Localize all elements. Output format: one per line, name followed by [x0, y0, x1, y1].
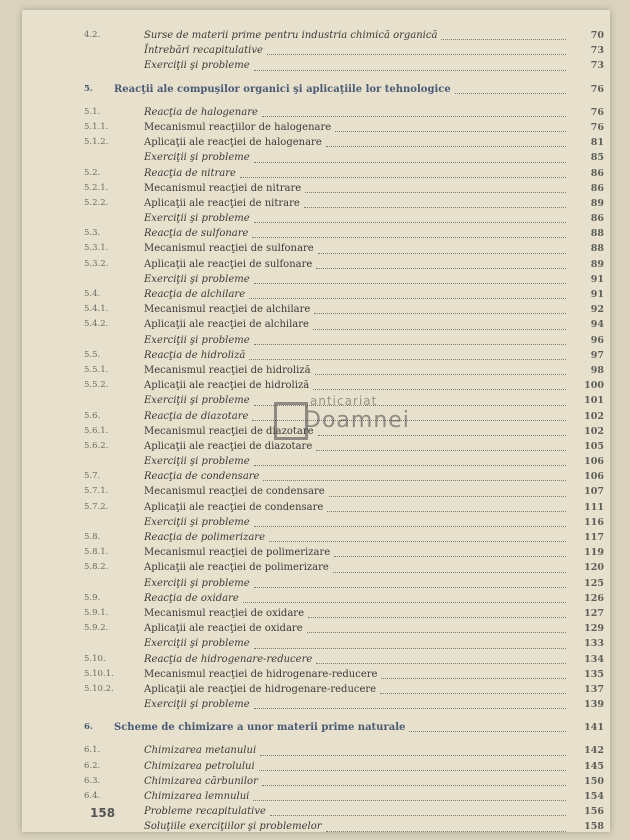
toc-entry-title: Exerciţii şi probleme: [144, 395, 250, 407]
toc-leader-dots: [327, 496, 566, 512]
toc-entry-title: Mecanismul reacţiei de alchilare: [144, 304, 311, 316]
toc-entry: [84, 697, 604, 712]
toc-leader-dots: [254, 511, 566, 527]
toc-leader-dots: [326, 815, 566, 831]
toc-entry-page: 76: [590, 83, 604, 95]
toc-entry-page: 86: [590, 167, 604, 179]
toc-entry-number: 5.3.1.: [84, 243, 109, 254]
toc-entry-number: 5.6.1.: [84, 425, 109, 436]
toc-entry-page: 70: [590, 30, 604, 41]
toc-entry-number: 5.1.1.: [84, 121, 109, 132]
watermark-box-icon: [274, 402, 308, 440]
toc-entry-title: Aplicaţii ale reacţiei de hidrogenare-reducere: [144, 683, 377, 695]
toc-entry: [84, 720, 604, 735]
toc-entry-title: Exerciţii şi probleme: [144, 60, 250, 72]
toc-entry-title: Mecanismul reacţiilor de halogenare: [144, 121, 332, 133]
toc-leader-dots: [260, 739, 566, 755]
toc-entry-page: 76: [590, 106, 604, 118]
toc-entry-title: Reacţia de halogenare: [144, 106, 258, 118]
toc-leader-dots: [313, 313, 566, 329]
toc-entry-number: 5.7.: [84, 471, 101, 482]
toc-entry-title: Chimizarea metanului: [144, 745, 257, 757]
toc-leader-dots: [254, 450, 566, 466]
toc-entry-page: 73: [590, 60, 604, 72]
toc-leader-dots: [249, 344, 566, 360]
toc-entry-page: 156: [584, 806, 604, 818]
toc-leader-dots: [267, 39, 566, 55]
toc-entry-page: 101: [584, 395, 604, 407]
toc-entry-page: 92: [590, 304, 604, 316]
toc-entry-number: 5.10.: [84, 653, 106, 664]
toc-entry-number: 5.9.: [84, 592, 101, 603]
toc-leader-dots: [308, 602, 566, 618]
toc-entry-number: 5.7.2.: [84, 501, 109, 512]
toc-entry: [84, 819, 604, 834]
toc-entry-title: Aplicaţii ale reacţiei de condensare: [144, 501, 324, 513]
toc-entry-page: 73: [590, 45, 604, 57]
toc-entry-title: Aplicaţii ale reacţiei de nitrare: [144, 197, 300, 209]
toc-entry-page: 94: [590, 319, 604, 331]
toc-leader-dots: [313, 374, 566, 390]
toc-leader-dots: [243, 587, 566, 603]
toc-entry-title: Soluţiile exerciţiilor şi problemelor: [144, 821, 322, 833]
toc-entry-title: Mecanismul reacţiei de diazotare: [144, 425, 314, 437]
toc-entry-page: 85: [590, 152, 604, 164]
toc-entry-page: 154: [584, 791, 604, 802]
toc-entry-title: Exerciţii şi probleme: [144, 334, 250, 346]
toc-entry-title: Exerciţii şi probleme: [144, 699, 250, 711]
toc-leader-dots: [269, 526, 566, 542]
toc-entry-title: Mecanismul reacţiei de nitrare: [144, 182, 302, 194]
toc-entry-title: Exerciţii şi probleme: [144, 152, 250, 164]
toc-entry-number: 5.5.: [84, 349, 101, 360]
toc-entry-number: 5.3.2.: [84, 258, 109, 269]
toc-entry-number: 5.8.: [84, 532, 101, 542]
toc-entry-page: 107: [584, 486, 604, 498]
toc-entry-page: 125: [584, 577, 604, 589]
toc-entry-number: 5.1.2.: [84, 137, 109, 148]
toc-entry: [84, 58, 604, 73]
toc-entry-title: Exerciţii şi probleme: [144, 213, 250, 225]
toc-entry-page: 120: [584, 562, 604, 574]
toc-entry-title: Aplicaţii ale reacţiei de oxidare: [144, 623, 303, 635]
toc-entry-page: 86: [590, 182, 604, 194]
toc-entry-title: Reacţia de sulfonare: [144, 228, 249, 240]
toc-leader-dots: [305, 177, 566, 193]
toc-leader-dots: [316, 253, 566, 269]
toc-leader-dots: [329, 480, 566, 496]
toc-entry-page: 127: [584, 607, 604, 619]
toc-entry-page: 88: [590, 243, 604, 255]
toc-entry-page: 96: [590, 334, 604, 346]
toc-leader-dots: [335, 116, 566, 132]
toc-leader-dots: [254, 146, 566, 162]
toc-entry-title: Mecanismul reacţiei de hidroliză: [144, 364, 311, 376]
toc-entry-number: 5.7.1.: [84, 486, 109, 497]
toc-entry-page: 117: [584, 532, 604, 543]
toc-entry-number: 5.4.1.: [84, 304, 109, 315]
document-page: [22, 10, 610, 832]
toc-entry-number: 5.2.1.: [84, 182, 109, 193]
toc-entry-page: 119: [584, 547, 604, 559]
watermark-line1: anticariat: [310, 394, 378, 408]
toc-entry-title: Aplicaţii ale reacţiei de polimerizare: [144, 562, 329, 574]
toc-entry-number: 5.8.2.: [84, 562, 109, 573]
toc-entry-number: 6.4.: [84, 791, 101, 801]
toc-entry-number: 5.5.1.: [84, 364, 109, 375]
toc-entry-number: 5.10.2.: [84, 683, 114, 694]
toc-entry-number: 5.: [84, 83, 93, 94]
toc-leader-dots: [254, 54, 566, 70]
toc-entry-page: 116: [584, 516, 604, 528]
toc-entry-number: 5.8.1.: [84, 547, 109, 558]
page-number: 158: [90, 806, 116, 820]
toc-entry-page: 129: [584, 623, 604, 635]
toc-leader-dots: [270, 800, 566, 816]
toc-entry-title: Mecanismul reacţiei de polimerizare: [144, 547, 331, 559]
toc-entry-title: Aplicaţii ale reacţiei de sulfonare: [144, 258, 313, 270]
toc-entry-title: Aplicaţii ale reacţiei de hidroliză: [144, 380, 310, 392]
toc-entry-page: 145: [584, 760, 604, 772]
toc-entry-title: Scheme de chimizare a unor materii prime naturale: [114, 722, 406, 734]
toc-entry-number: 5.9.2.: [84, 623, 109, 634]
toc-leader-dots: [316, 648, 566, 664]
toc-entry-number: 5.3.: [84, 228, 101, 239]
toc-entry-page: 76: [590, 121, 604, 133]
toc-leader-dots: [441, 24, 566, 40]
toc-entry-title: Reacţia de condensare: [144, 471, 260, 483]
toc-entry-title: Reacţia de nitrare: [144, 167, 236, 179]
toc-entry-title: Exerciţii şi probleme: [144, 456, 250, 468]
toc-entry-page: 100: [584, 380, 604, 392]
toc-leader-dots: [254, 632, 566, 648]
toc-entry-title: Aplicaţii ale reacţiei de diazotare: [144, 440, 313, 452]
toc-entry-page: 89: [590, 258, 604, 270]
toc-leader-dots: [253, 785, 566, 801]
toc-entry-title: Reacţia de oxidare: [144, 592, 239, 604]
toc-entry-number: 5.4.: [84, 289, 101, 299]
toc-entry-title: Reacţia de polimerizare: [144, 532, 265, 543]
toc-entry-page: 126: [584, 592, 604, 604]
toc-entry-title: Chimizarea petrolului: [144, 760, 255, 772]
toc-leader-dots: [262, 770, 566, 786]
toc-entry-page: 111: [584, 501, 604, 513]
toc-leader-dots: [252, 222, 566, 238]
toc-leader-dots: [254, 572, 566, 588]
toc-entry-number: 6.2.: [84, 760, 101, 771]
toc-entry-title: Aplicaţii ale reacţiei de halogenare: [144, 137, 322, 149]
toc-entry-page: 106: [584, 471, 604, 483]
toc-leader-dots: [259, 755, 566, 771]
toc-leader-dots: [254, 207, 566, 223]
toc-leader-dots: [333, 556, 566, 572]
toc-entry-page: 97: [590, 349, 604, 361]
watermark-logo: [274, 394, 414, 438]
toc-entry-page: 158: [584, 821, 604, 833]
toc-entry-page: 134: [584, 653, 604, 665]
toc-entry-title: Exerciţii şi probleme: [144, 273, 250, 285]
toc-entry-page: 139: [584, 699, 604, 711]
toc-entry-page: 141: [584, 722, 604, 734]
toc-leader-dots: [304, 192, 566, 208]
toc-leader-dots: [334, 541, 566, 557]
toc-leader-dots: [240, 162, 566, 178]
toc-entry-page: 105: [584, 440, 604, 452]
toc-leader-dots: [455, 78, 566, 94]
toc-entry-page: 142: [584, 745, 604, 757]
toc-entry: [84, 82, 604, 97]
toc-entry-title: Reacţia de diazotare: [144, 410, 249, 422]
toc-entry-page: 106: [584, 456, 604, 468]
toc-entry-title: Mecanismul reacţiei de condensare: [144, 486, 325, 498]
watermark-line2: Doamnei: [304, 408, 410, 433]
toc-entry-number: 5.2.2.: [84, 197, 109, 208]
toc-entry-number: 6.1.: [84, 745, 101, 756]
toc-leader-dots: [314, 298, 566, 314]
toc-leader-dots: [315, 359, 566, 375]
toc-entry-number: 6.: [84, 722, 93, 733]
toc-entry-page: 133: [584, 638, 604, 650]
toc-entry-title: Mecanismul reacţiei de hidrogenare-reducere: [144, 668, 378, 680]
toc-leader-dots: [409, 716, 566, 732]
toc-entry-page: 91: [590, 273, 604, 285]
toc-entry-page: 98: [590, 364, 604, 376]
toc-entry-page: 102: [584, 410, 604, 422]
toc-entry-page: 102: [584, 425, 604, 437]
toc-leader-dots: [381, 663, 566, 679]
toc-entry-number: 5.2.: [84, 167, 101, 178]
toc-leader-dots: [254, 329, 566, 345]
toc-entry-page: 91: [590, 289, 604, 300]
toc-entry-page: 86: [590, 213, 604, 225]
toc-entry-page: 150: [584, 775, 604, 787]
toc-leader-dots: [263, 465, 566, 481]
toc-entry-title: Chimizarea cărbunilor: [144, 775, 258, 787]
toc-entry-title: Reacţia de hidroliză: [144, 349, 246, 361]
toc-entry-title: Reacţii ale compuşilor organici şi aplicaţiile lor tehnologice: [114, 83, 451, 95]
toc-entry-title: Exerciţii şi probleme: [144, 577, 250, 589]
toc-entry-title: Mecanismul reacţiei de sulfonare: [144, 243, 314, 255]
toc-entry-number: 5.4.2.: [84, 319, 109, 330]
toc-entry-title: Întrebări recapitulative: [144, 45, 263, 57]
toc-entry-title: Probleme recapitulative: [144, 806, 266, 818]
toc-leader-dots: [380, 678, 566, 694]
toc-entry-title: Exerciţii şi probleme: [144, 516, 250, 528]
toc-entry-number: 5.6.: [84, 410, 101, 421]
toc-entry-number: 5.1.: [84, 106, 101, 117]
toc-entry-page: 88: [590, 228, 604, 240]
toc-entry-title: Aplicaţii ale reacţiei de alchilare: [144, 319, 309, 331]
toc-entry-page: 89: [590, 197, 604, 209]
toc-entry-number: 5.6.2.: [84, 440, 109, 451]
toc-entry-number: 6.3.: [84, 775, 101, 786]
toc-entry-page: 135: [584, 668, 604, 680]
toc-leader-dots: [254, 693, 566, 709]
toc-leader-dots: [249, 283, 566, 299]
toc-entry-number: 5.10.1.: [84, 668, 114, 679]
toc-leader-dots: [307, 617, 566, 633]
toc-entry-number: 4.2.: [84, 30, 101, 40]
toc-leader-dots: [318, 237, 566, 253]
toc-entry-title: Chimizarea lemnului: [144, 791, 250, 802]
toc-entry-title: Mecanismul reacţiei de oxidare: [144, 607, 304, 619]
toc-leader-dots: [254, 268, 566, 284]
toc-entry-number: 5.5.2.: [84, 380, 109, 391]
toc-entry-title: Surse de materii prime pentru industria chimică organică: [144, 30, 438, 41]
toc-entry-page: 137: [584, 683, 604, 695]
toc-entry-number: 5.9.1.: [84, 607, 109, 618]
toc-entry-title: Exerciţii şi probleme: [144, 638, 250, 650]
toc-leader-dots: [262, 101, 566, 117]
toc-entry-title: Reacţia de alchilare: [144, 289, 246, 300]
toc-entry-page: 81: [590, 137, 604, 149]
toc-leader-dots: [326, 131, 566, 147]
toc-entry-title: Reacţia de hidrogenare-reducere: [144, 653, 313, 665]
